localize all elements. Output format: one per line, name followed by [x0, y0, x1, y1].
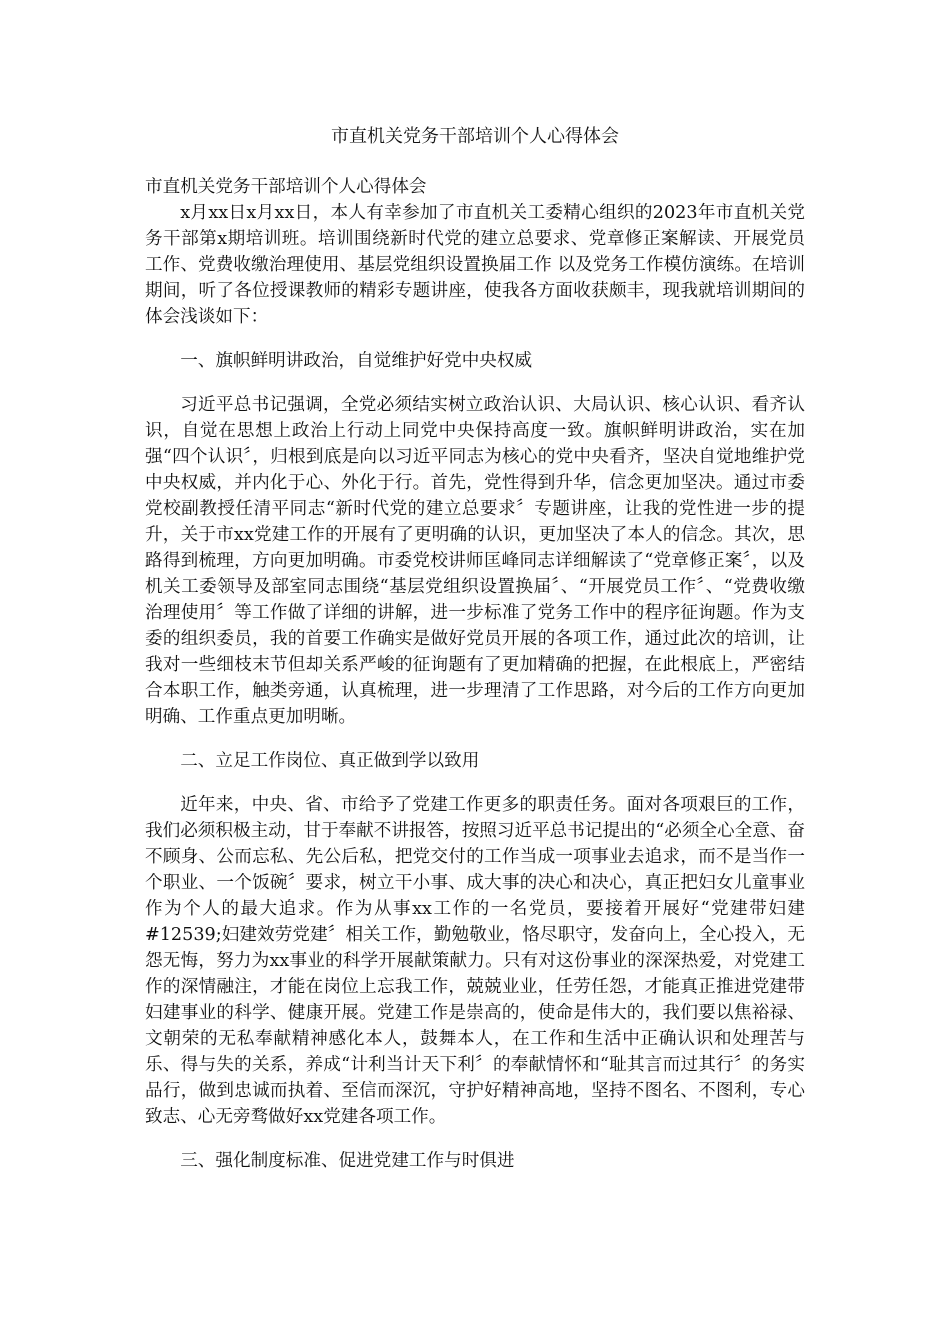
document-subtitle: 市直机关党务干部培训个人心得体会 — [145, 177, 427, 197]
document-title: 市直机关党务干部培训个人心得体会 — [331, 126, 619, 147]
section-1-paragraph: 习近平总书记强调，全党必须结实树立政治认识、大局认识、核心认识、看齐认识，自觉在思想上政治上行动上同党中央保持高度一致。旗帜鲜明讲政治，实在加强“四个认识〞，归根到底是向以习近平同志为核心的党中央看齐，坚决自觉地维护党中央权威，并内化于心、外化于行。首先，党性得到升华，信念更加坚决。通过市委党校副教授任清平同志“新时代党的建立总要求〞专题讲座，让我的党性进一步的提升，关于市xx党建工作的开展有了更明确的认识，更加坚决了本人的信念。其次，思路得到梳理，方向更加明确。市委党校讲师匡峰同志详细解读了“党章修正案〞，以及机关工委领导及部室同志围绕“基层党组织设置换届〞、“开展党员工作〞、“党费收缴治理使用〞等工作做了详细的讲解，进一步标准了党务工作中的程序征询题。作为支委的组织委员，我的首要工作确实是做好党员开展的各项工作，通过此次的培训，让我对一些细枝末节但却关系严峻的征询题有了更加精确的把握，在此根底上，严密结合本职工作，触类旁通，认真梳理，进一步理清了工作思路，对今后的工作方向更加明确、工作重点更加明晰。 — [145, 395, 805, 727]
section-1-heading: 一、旗帜鲜明讲政治，自觉维护好党中央权威 — [180, 351, 533, 371]
document-body — [145, 174, 805, 1192]
section-2-heading: 二、立足工作岗位、真正做到学以致用 — [180, 751, 480, 771]
section-2-paragraph: 近年来，中央、省、市给予了党建工作更多的职责任务。面对各项艰巨的工作，我们必须积极主动，甘于奉献不讲报答，按照习近平总书记提出的“必须全心全意、奋不顾身、公而忘私、先公后私，把党交付的工作当成一项事业去追求，而不是当作一个职业、一个饭碗〞要求，树立干小事、成大事的决心和决心，真正把妇女儿童事业作为个人的最大追求。作为从事xx工作的一名党员，要接着开展好“党建带妇建#12539;妇建效劳党建〞相关工作，勤勉敬业，恪尽职守，发奋向上，全心投入，无怨无悔，努力为xx事业的科学开展献策献力。只有对这份事业的深深热爱，对党建工作的深情融注，才能在岗位上忘我工作，兢兢业业，任劳任怨，才能真正推进党建带妇建事业的科学、健康开展。党建工作是崇高的，使命是伟大的，我们要以焦裕禄、文朝荣的无私奉献精神感化本人，鼓舞本人，在工作和生活中正确认识和处理苦与乐、得与失的关系，养成“计利当计天下利〞的奉献情怀和“耻其言而过其行〞的务实品行，做到忠诚而执着、至信而深沉，守护好精神高地，坚持不图名、不图利，专心致志、心无旁骛做好xx党建各项工作。 — [145, 795, 805, 1127]
intro-paragraph: x月xx日x月xx日，本人有幸参加了市直机关工委精心组织的2023年市直机关党务干部第x期培训班。培训围绕新时代党的建立总要求、党章修正案解读、开展党员工作、党费收缴治理使用、基层党组织设置换届工作 以及党务工作模仿演练。在培训期间，听了各位授课教师的精彩专题讲座，使我各方面收获颇丰，现我就培训期间的体会浅谈如下： — [145, 203, 805, 327]
section-3-heading: 三、强化制度标准、促进党建工作与时俱进 — [180, 1151, 515, 1171]
